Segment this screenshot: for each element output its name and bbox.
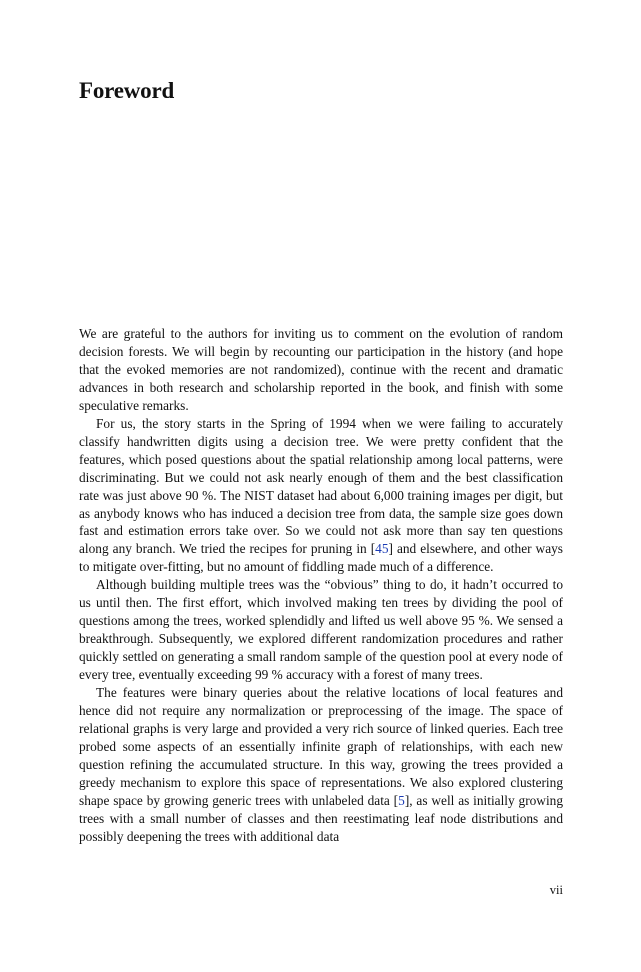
paragraph-text: The features were binary queries about the relative locations of local features and hence did not require any normalization or preprocessing of the image. The space of relational graphs is very large and provided a very rich source of linked queries. Each tree probed some aspects of an essentially infinite graph of relationships, with each new question refining the accumulated structure. In this way, growing the trees provided a greedy mechanism to explore this space of representations. We also explored clustering shape space by growing generic trees with unlabeled data [ [79,685,563,808]
paragraph [79,576,563,684]
paragraph-text: We are grateful to the authors for inviting us to comment on the evolution of random decision forests. We will begin by recounting our participation in the history (and hope that the evoked memories are not randomized), continue with the recent and dramatic advances in both research and scholarship reported in the book, and finish with some speculative remarks. [79,326,563,413]
paragraph-text: ] and elsewhere, and other ways to mitigate over-fitting, but no amount of fiddling made much of a difference. [79,541,563,575]
paragraph [79,684,563,846]
paragraph [79,325,563,415]
citation-link[interactable]: 5 [398,792,405,808]
page-title: Foreword [79,78,175,103]
foreword-body [79,325,563,846]
citation-link[interactable]: 45 [375,541,389,557]
paragraph-text: Although building multiple trees was the “obvious” thing to do, it hadn’t occurred to us until then. The first effort, which involved making ten trees by dividing the pool of questions among the trees, worked splendidly and lifted us well above 95 %. We sensed a breakthrough. Subsequently, we explored different randomization procedures and rather quickly settled on generating a small random sample of the question pool at every node of every tree, eventually exceeding 99 % accuracy with a forest of many trees. [79,577,563,683]
paragraph [79,415,563,577]
page-number: vii [549,883,563,897]
paragraph-text: ], as well as initially growing trees with a small number of classes and then reestimating leaf node distributions and possibly deepening the trees with additional data [79,792,563,844]
paragraph-text: For us, the story starts in the Spring of 1994 when we were failing to accurately classify handwritten digits using a decision tree. We were pretty confident that the features, which posed questions about the spatial relationship among local patterns, were discriminating. But we could not ask nearly enough of them and the best classification rate was just above 90 %. The NIST dataset had about 6,000 training images per digit, but as anybody knows who has induced a decision tree from data, the sample size goes down fast and estimation errors take over. So we could not ask more than say ten questions along any branch. We tried the recipes for pruning in [ [79,415,563,557]
